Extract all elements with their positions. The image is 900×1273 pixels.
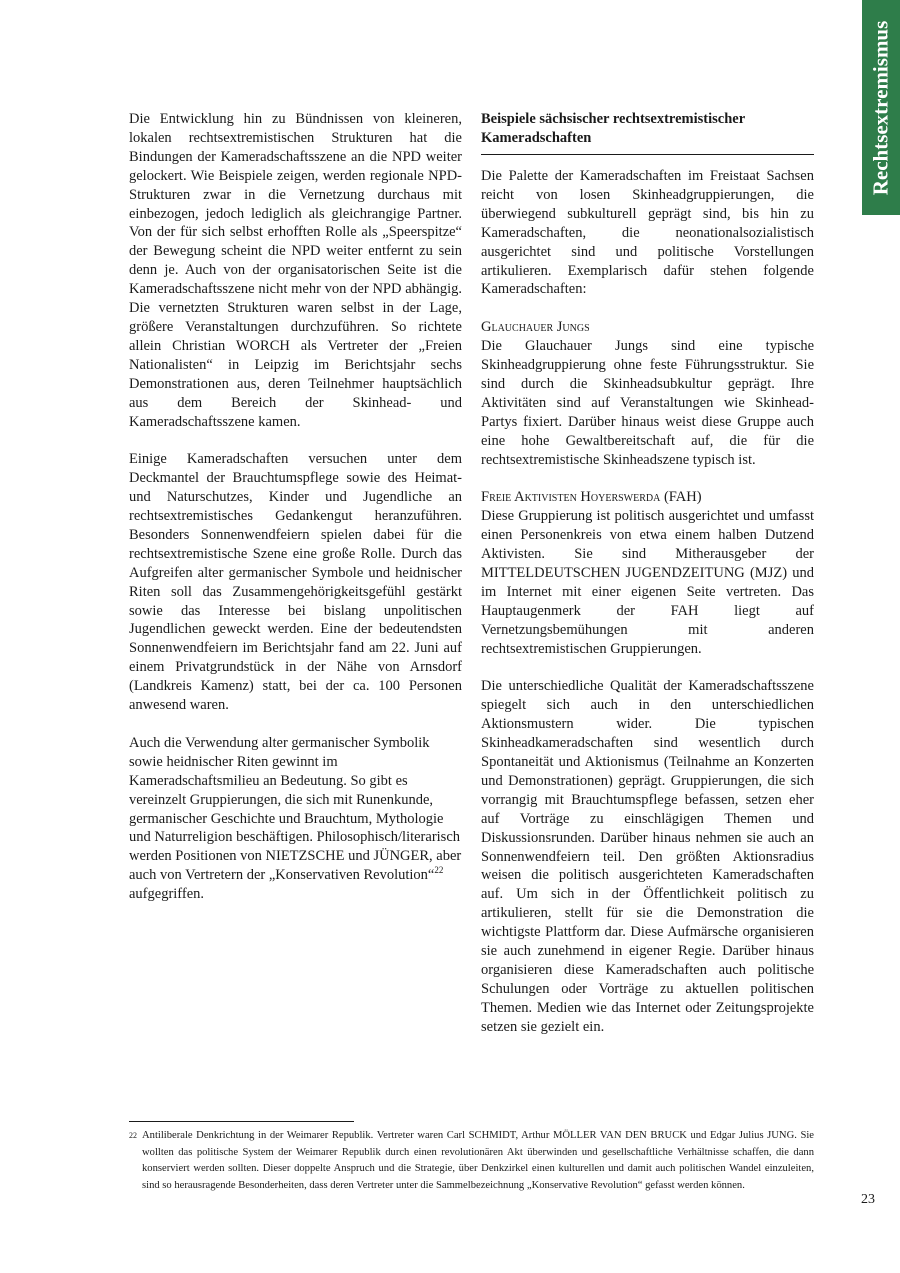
footnote-number: 22 [129,1131,137,1140]
section-tab-label: Rechtsextremismus [868,20,893,195]
right-column [481,110,814,1056]
footnote-rule [129,1121,354,1122]
paragraph: Die Palette der Kameradschaften im Freistaat Sachsen reicht von losen Skinheadgruppierungen, die überwiegend subkulturell geprägt sind, bis hin zu Kameradschaften, die neonationalsozialistisch ausgerichtet sind und politische Vorstellungen artikulieren. Exemplarisch dafür stehen folgende Kameradschaften: [481,168,814,298]
paragraph: Einige Kameradschaften versuchen unter dem Deckmantel der Brauchtumspflege sowie des Heimat- und Naturschutzes, Kinder und Jugendliche an rechtsextremistisches Gedankengut heranzuführen. Besonders Sonnenwendfeiern spielen dabei für die rechtsextremistische Szene eine große Rolle. Durch das Aufgreifen alter germanischer Symbole und heidnischer Riten soll das Zusammengehörigkeitsgefühl gestärkt sowie das Interesse bei bislang unpolitischen Jugendlichen geweckt werden. Eine der bedeutendsten Sonnenwendfeiern im Berichtsjahr fand am 22. Juni auf einem Privatgrundstück in der Nähe von Arnsdorf (Landkreis Kamenz) statt, bei der ca. 100 Personen anwesend waren. [129,451,462,714]
paragraph: Die unterschiedliche Qualität der Kameradschaftsszene spiegelt sich auch in den unterschiedlichen Aktionsmustern wider. Die typischen Skinheadkameradschaften sind wesentlich durch Spontaneität und Aktionismus (Teilnahme an Konzerten und Demonstrationen) geprägt. Gruppierungen, die sich vorrangig mit Brauchtumspflege befassen, setzen eher auf Vorträge zu einschlägigen Themen und Diskussionsrunden. Darüber hinaus nehmen sie auch an Sonnenwendfeiern teil. Den größten Aktionsradius weisen die politisch ausgerichteten Kameradschaften auf. Um sich in der Öffentlichkeit politisch zu artikulieren, stellt für sie die Demonstration die wichtigste Plattform dar. Diese Aufmärsche organisieren sie auch zunehmend in eigener Regie. Darüber hinaus organisieren diese Kameradschaften auch politische Schulungen oder Vorträge zu aktuellen politischen Themen. Medien wie das Internet oder Zeitungsprojekte setzen sie gezielt ein. [481,678,814,1035]
paragraph: Die Glauchauer Jungs sind eine typische Skinheadgruppierung ohne feste Führungsstruktur. Sie sind durch die Skinheadsubkultur geprägt. Ihre Aktivitäten sind auf Veranstaltungen wie Skinhead-Partys fixiert. Darüber hinaus weist diese Gruppe auch eine hohe Gewaltbereitschaft auf, die für die rechtsextremistische Skinheadszene typisch ist. [481,338,814,468]
section-tab [862,0,900,215]
footnote [129,1128,814,1195]
heading-rule [481,154,814,155]
paragraph-text: Auch die Verwendung alter germanischer Symbolik sowie heidnischer Riten gewinnt im Kameradschaftsmilieu an Bedeutung. So gibt es vereinzelt Gruppierungen, die sich mit Runenkunde, germanischer Geschichte und Brauchtum, Mythologie und Naturreligion beschäftigen. Philosophisch/literarisch werden Positionen von NIETZSCHE und JÜNGER, aber auch von Vertretern der „Konservativen Revolution“ [129,734,462,884]
paragraph: Die Entwicklung hin zu Bündnissen von kleineren, lokalen rechtsextremistischen Strukturen hat die Bindungen der Kameradschaftsszene an die NPD weiter gelockert. Wie Beispiele zeigen, werden regionale NPD-Strukturen zwar in die Vernetzung durchaus mit einbezogen, jedoch lediglich als gleichrangige Partner. Von der für sich selbst erhofften Rolle als „Speerspitze“ der Bewegung scheint die NPD weiter entfernt zu sein denn je. Auch von der organisatorischen Seite ist die Kameradschaftsszene nicht mehr von der NPD abhängig. Die vernetzten Strukturen waren selbst in der Lage, größere Veranstaltungen durchzuführen. So richtete allein Christian WORCH als Vertreter der „Freien Nationalisten“ in Leipzig im Berichtsjahr sechs Demonstrationen aus, deren Teilnehmer hauptsächlich aus dem Bereich der Skinhead- und Kameradschaftsszene kamen. [129,111,462,430]
page-number: 23 [861,1192,875,1207]
footnote-ref: 22 [434,865,444,876]
paragraph-text-end: aufgegriffen. [129,886,205,903]
paragraph: Diese Gruppierung ist politisch ausgerichtet und umfasst einen Personenkreis von etwa einem halben Dutzend Aktivisten. Sie sind Mitherausgeber der MITTELDEUTSCHEN JUGENDZEITUNG (MJZ) und im Internet mit einer eigenen Seite vertreten. Das Hauptaugenmerk der FAH liegt auf Vernetzungsbemühungen mit anderen rechtsextremistischen Gruppierungen. [481,508,814,657]
subheading: Freie Aktivisten Hoyerswerda (FAH) [481,489,702,506]
section-heading: Beispiele sächsischer rechtsextremistischer Kameradschaften [481,111,745,146]
paragraph [129,734,462,904]
left-column [129,110,462,923]
footnote-text: Antiliberale Denkrichtung in der Weimarer Republik. Vertreter waren Carl SCHMIDT, Arthur MÖLLER VAN DEN BRUCK und Edgar Julius JUNG. Sie wollten das politische System der Weimarer Republik durch einen revolutionären Akt überwinden und gesellschaftliche Verhältnisse schaffen, die dann konserviert werden sollten. Dieser doppelte Anspruch und die Strategie, über Denkzirkel einen kulturellen und damit auch politischen Wandel einzuleiten, sind so herausragende Besonderheiten, dass deren Vertreter unter die Sammelbezeichnung „Konservative Revolution“ gefasst werden können. [142,1130,814,1192]
subheading: Glauchauer Jungs [481,319,590,336]
